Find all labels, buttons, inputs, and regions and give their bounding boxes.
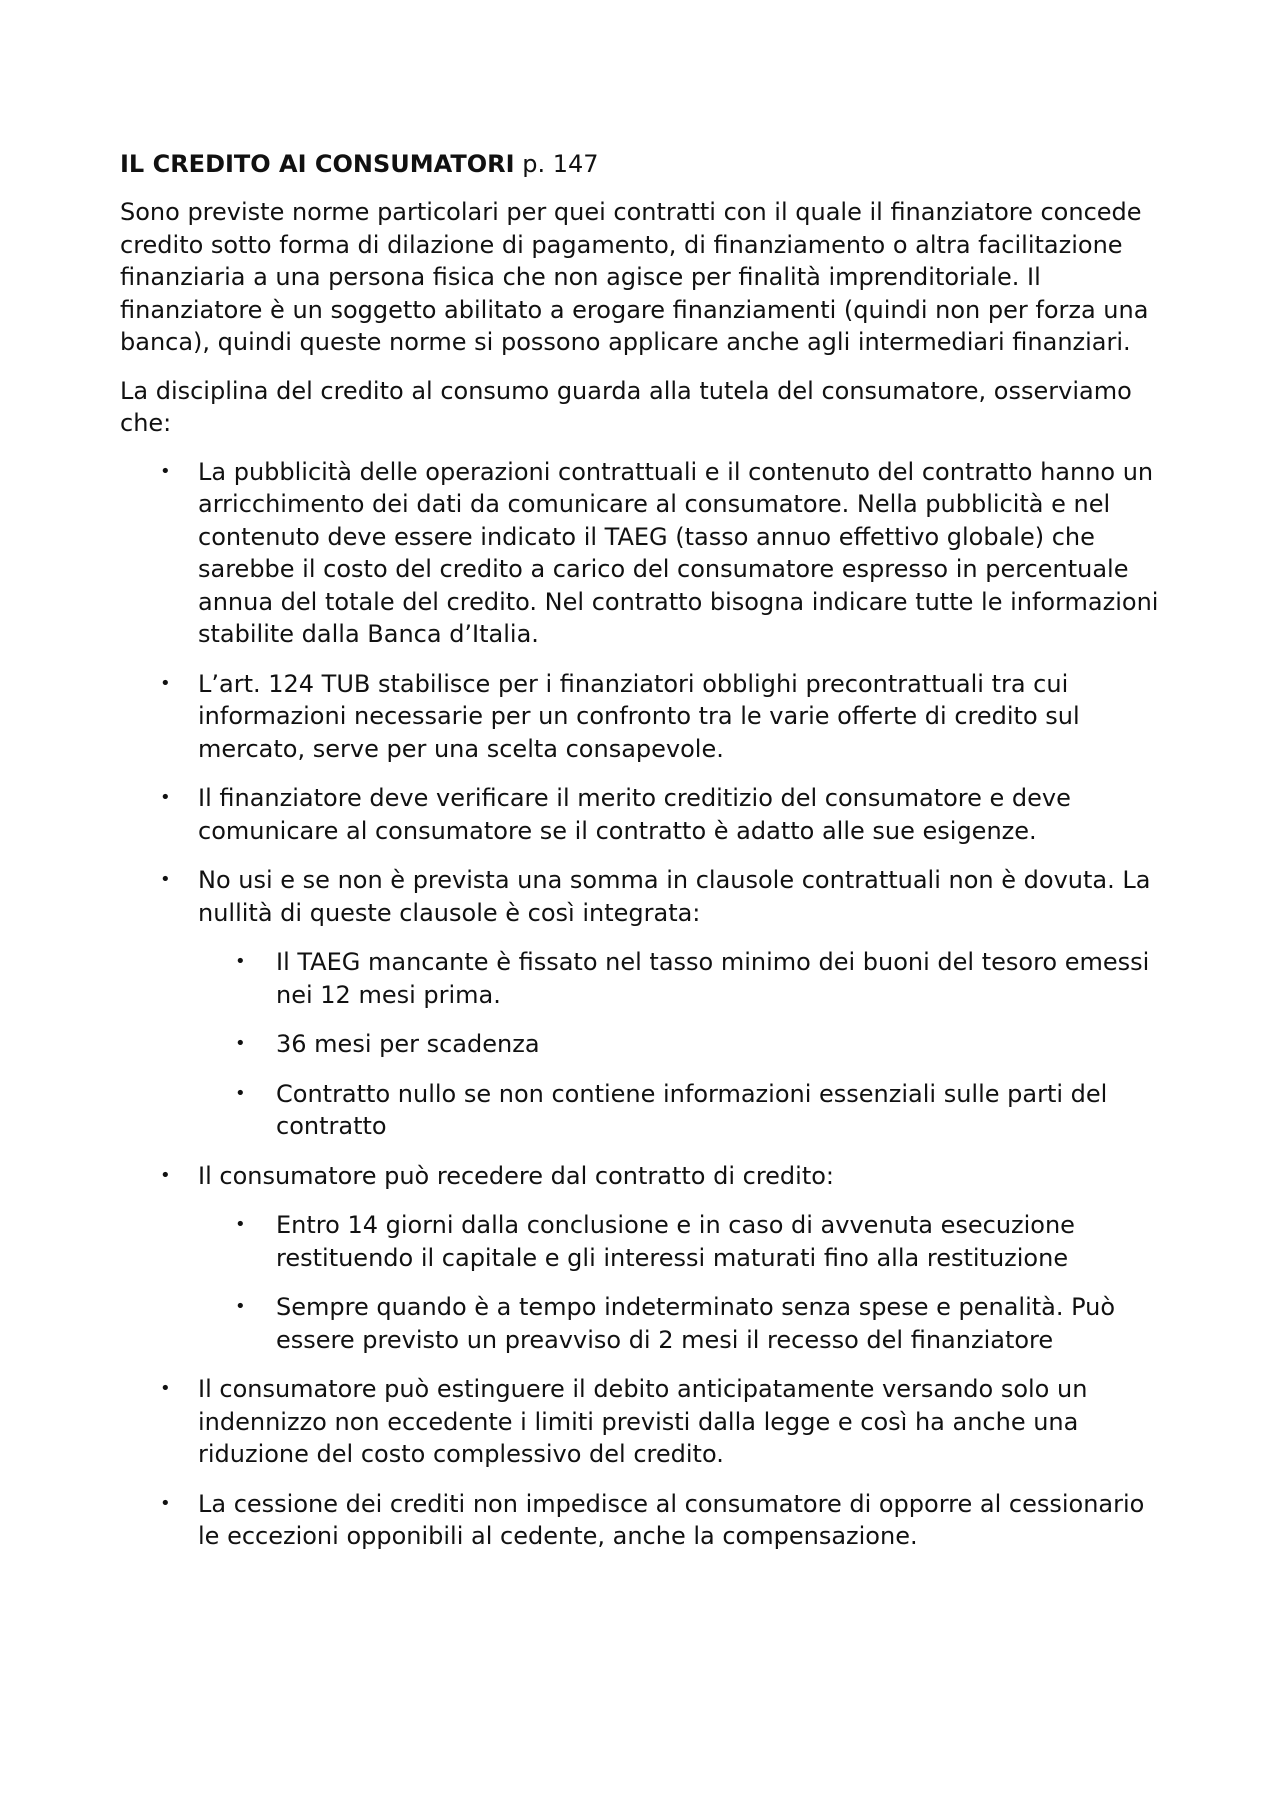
bullet-icon: • bbox=[235, 1214, 246, 1235]
list-item bbox=[120, 782, 1170, 847]
bullet-icon: • bbox=[160, 1164, 171, 1186]
list-item bbox=[120, 456, 1170, 651]
sub-list-item bbox=[198, 1291, 1170, 1356]
bullet-icon: • bbox=[160, 1378, 171, 1399]
bullet-icon: • bbox=[160, 869, 171, 890]
list-item-text: Il consumatore può recedere dal contratto di credito: bbox=[198, 1161, 835, 1190]
bullet-icon: • bbox=[235, 1296, 246, 1317]
list-item-text: La cessione dei crediti non impedisce al consumatore di opporre al cessionario le eccezioni opponibili al cedente, anche la compensazione. bbox=[198, 1489, 1145, 1550]
document-page bbox=[120, 148, 1170, 1570]
list-item-text: No usi e se non è prevista una somma in clausole contrattuali non è dovuta. La nullità di queste clausole è così integrata: bbox=[198, 866, 1151, 927]
list-item-text: Il consumatore può estinguere il debito anticipatamente versando solo un indennizzo non eccedente i limiti previsti dalla legge e così ha anche una riduzione del costo complessivo del credito. bbox=[198, 1375, 1088, 1468]
sub-bullet-list bbox=[198, 1209, 1170, 1356]
title-heading: IL CREDITO AI CONSUMATORI bbox=[120, 150, 515, 178]
list-item-text: L’art. 124 TUB stabilisce per i finanziatori obblighi precontrattuali tra cui informazioni necessarie per un confronto tra le varie offerte di credito sul mercato, serve per una scelta consapevole. bbox=[198, 669, 1080, 763]
sub-list-item-text: 36 mesi per scadenza bbox=[276, 1030, 540, 1058]
sub-list-item-text: Il TAEG mancante è fissato nel tasso minimo dei buoni del tesoro emessi nei 12 mesi prima. bbox=[276, 948, 1150, 1009]
list-item-text: Il finanziatore deve verificare il merito creditizio del consumatore e deve comunicare al consumatore se il contratto è adatto alle sue esigenze. bbox=[198, 784, 1071, 845]
document-title bbox=[120, 148, 1170, 180]
list-item-text: La pubblicità delle operazioni contrattuali e il contenuto del contratto hanno un arricchimento dei dati da comunicare al consumatore. Nella pubblicità e nel contenuto deve essere indicato il TAEG (tasso annuo effettivo globale) che sarebbe il costo del credito a carico del consumatore espresso in percentuale annua del totale del credito. Nel contratto bisogna indicare tutte le informazioni stabilite dalla Banca d’Italia. bbox=[198, 457, 1159, 648]
bullet-icon: • bbox=[160, 672, 171, 694]
bullet-icon: • bbox=[160, 1492, 171, 1514]
bullet-icon: • bbox=[235, 1033, 246, 1054]
bullet-icon: • bbox=[160, 460, 171, 482]
sub-bullet-list bbox=[198, 946, 1170, 1143]
intro-paragraph: Sono previste norme particolari per quei contratti con il quale il finanziatore concede credito sotto forma di dilazione di pagamento, di finanziamento o altra facilitazione finanziaria a una persona fisica che non agisce per finalità imprenditoriale. Il finanziatore è un soggetto abilitato a erogare finanziamenti (quindi non per forza una banca), quindi queste norme si possono applicare anche agli intermediari finanziari. bbox=[120, 198, 1149, 356]
title-page-ref: p. 147 bbox=[522, 150, 599, 178]
discipline-paragraph: La disciplina del credito al consumo guarda alla tutela del consumatore, osserviamo che: bbox=[120, 376, 1132, 437]
sub-list-item-text: Sempre quando è a tempo indeterminato senza spese e penalità. Può essere previsto un preavviso di 2 mesi il recesso del finanziatore bbox=[276, 1293, 1116, 1354]
sub-list-item bbox=[198, 946, 1170, 1011]
list-item bbox=[120, 1373, 1170, 1471]
bullet-icon: • bbox=[235, 951, 246, 972]
bullet-list bbox=[120, 456, 1170, 1553]
list-item bbox=[120, 1488, 1170, 1553]
sub-list-item bbox=[198, 1078, 1170, 1143]
bullet-icon: • bbox=[160, 787, 171, 808]
list-item bbox=[120, 668, 1170, 766]
sub-list-item-text: Entro 14 giorni dalla conclusione e in caso di avvenuta esecuzione restituendo il capitale e gli interessi maturati fino alla restituzione bbox=[276, 1211, 1075, 1272]
list-item bbox=[120, 864, 1170, 1143]
list-item bbox=[120, 1160, 1170, 1357]
sub-list-item-text: Contratto nullo se non contiene informazioni essenziali sulle parti del contratto bbox=[276, 1079, 1108, 1140]
bullet-icon: • bbox=[235, 1082, 246, 1104]
sub-list-item bbox=[198, 1028, 1170, 1061]
sub-list-item bbox=[198, 1209, 1170, 1274]
